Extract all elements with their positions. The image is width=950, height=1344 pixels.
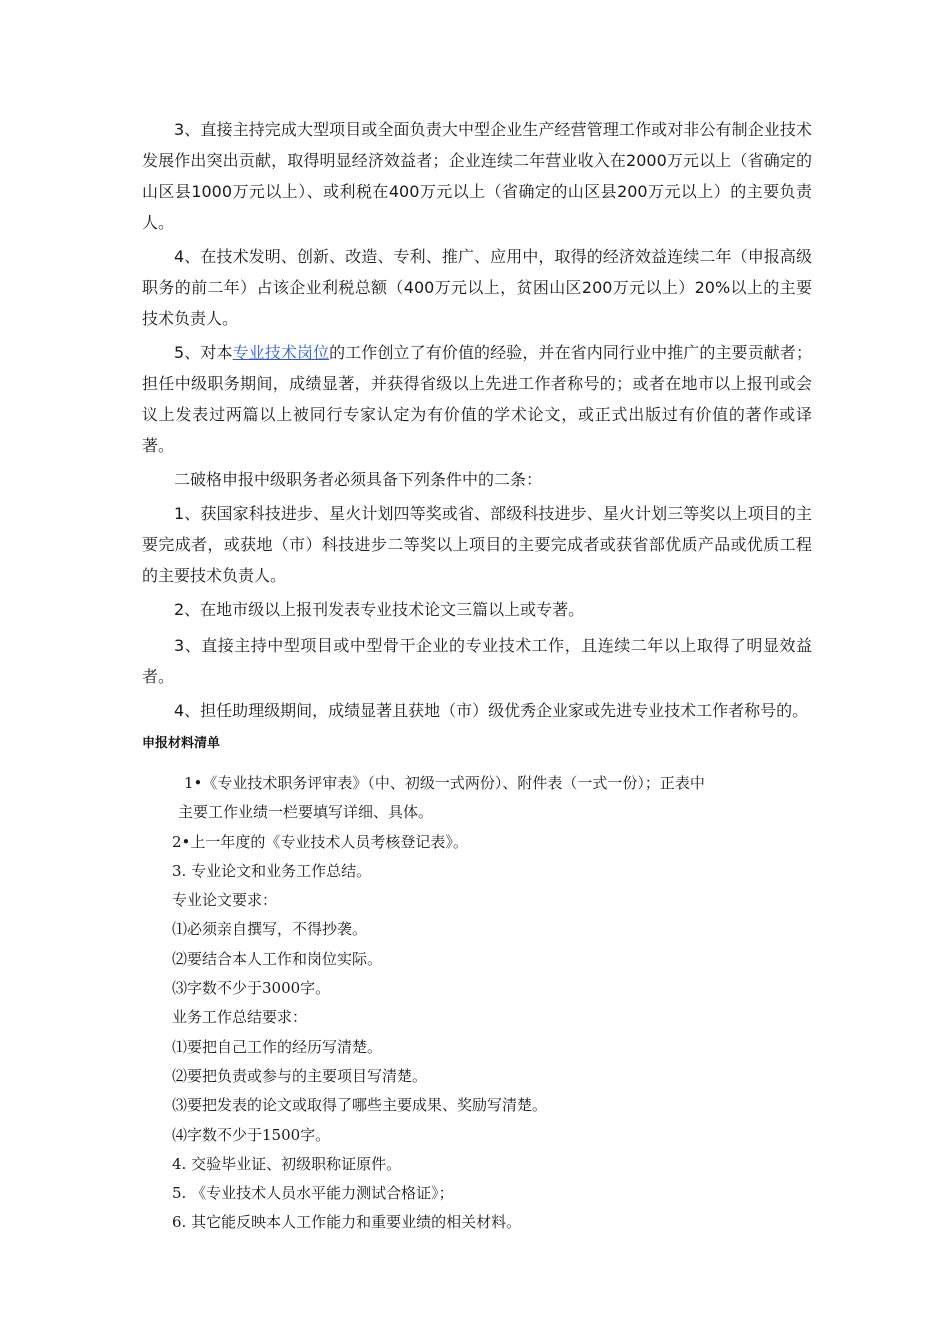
paragraph-condition-5 xyxy=(142,337,812,461)
paragraph-exceptional-intro: 二破格申报中级职务者必须具备下列条件中的二条： xyxy=(174,470,543,489)
condition-5-text: 的工作创立了有价值的经验，并在省内同行业中推广的主要贡献者；担任中级职务期间，成绩显著，并获得省级以上先进工作者称号的；或者在地市以上报刊或会议上发表过两篇以上被同行专家认定为有价值的学术论文，或正式出版过有价值的著作或译著。 xyxy=(142,343,812,455)
list-item: 3. 专业论文和业务工作总结。 xyxy=(172,861,372,880)
item-1-line-2: 主要工作业绩一栏要填写详细、具体。 xyxy=(178,803,434,822)
sub-heading: 专业论文要求： xyxy=(172,891,278,910)
condition-5-prefix: 5、对本 xyxy=(174,343,233,362)
paragraph-exceptional-1: 1、获国家科技进步、星火计划四等奖或省、部级科技进步、星火计划三等奖以上项目的主要完成者，或获地（市）科技进步二等奖以上项目的主要完成者或获省部优质产品或优质工程的主要技术负责人。 xyxy=(142,504,812,585)
list-item: ⑶字数不少于3000字。 xyxy=(172,979,331,998)
list-item: 6. 其它能反映本人工作能力和重要业绩的相关材料。 xyxy=(172,1213,522,1232)
list-item: 4. 交验毕业证、初级职称证原件。 xyxy=(172,1154,402,1173)
list-item: ⑴必须亲自撰写，不得抄袭。 xyxy=(172,920,368,939)
materials-list-heading: 申报材料清单 xyxy=(142,736,221,751)
list-item: 5. 《专业技术人员水平能力测试合格证》； xyxy=(172,1184,454,1203)
paragraph-condition-3: 3、直接主持完成大型项目或全面负责大中型企业生产经营管理工作或对非公有制企业技术发展作出突出贡献，取得明显经济效益者；企业连续二年营业收入在2000万元以上（省确定的山区县1000万元以上）、或利税在400万元以上（省确定的山区县200万元以上）的主要负责人。 xyxy=(142,120,812,232)
qualification-conditions xyxy=(142,114,812,726)
list-item: ⑵要把负责或参与的主要项目写清楚。 xyxy=(172,1066,428,1085)
list-item xyxy=(142,769,812,828)
list-item: ⑴要把自己工作的经历写清楚。 xyxy=(172,1037,383,1056)
list-item: 2•上一年度的《专业技术人员考核登记表》。 xyxy=(172,832,468,851)
paragraph-exceptional-3: 3、直接主持中型项目或中型骨干企业的专业技术工作，且连续二年以上取得了明显效益者。 xyxy=(142,636,812,686)
sub-heading: 业务工作总结要求： xyxy=(172,1008,308,1027)
materials-list xyxy=(172,769,812,1238)
list-item: ⑶要把发表的论文或取得了哪些主要成果、奖励写清楚。 xyxy=(172,1096,548,1115)
paragraph-exceptional-2: 2、在地市级以上报刊发表专业技术论文三篇以上或专著。 xyxy=(174,600,585,619)
paragraph-condition-4: 4、在技术发明、创新、改造、专利、推广、应用中，取得的经济效益连续二年（申报高级职务的前二年）占该企业利税总额（400万元以上，贫困山区200万元以上）20%以上的主要技术负责人。 xyxy=(142,247,812,328)
list-item: ⑷字数不少于1500字。 xyxy=(172,1125,331,1144)
professional-post-link[interactable]: 专业技术岗位 xyxy=(232,343,330,362)
paragraph-exceptional-4: 4、担任助理级期间，成绩显著且获地（市）级优秀企业家或先进专业技术工作者称号的。 xyxy=(174,701,809,720)
list-item: ⑵要结合本人工作和岗位实际。 xyxy=(172,949,383,968)
item-1-line-1: 1•《专业技术职务评审表》（中、初级一式两份）、附件表（一式一份）；正表中 xyxy=(184,774,705,792)
